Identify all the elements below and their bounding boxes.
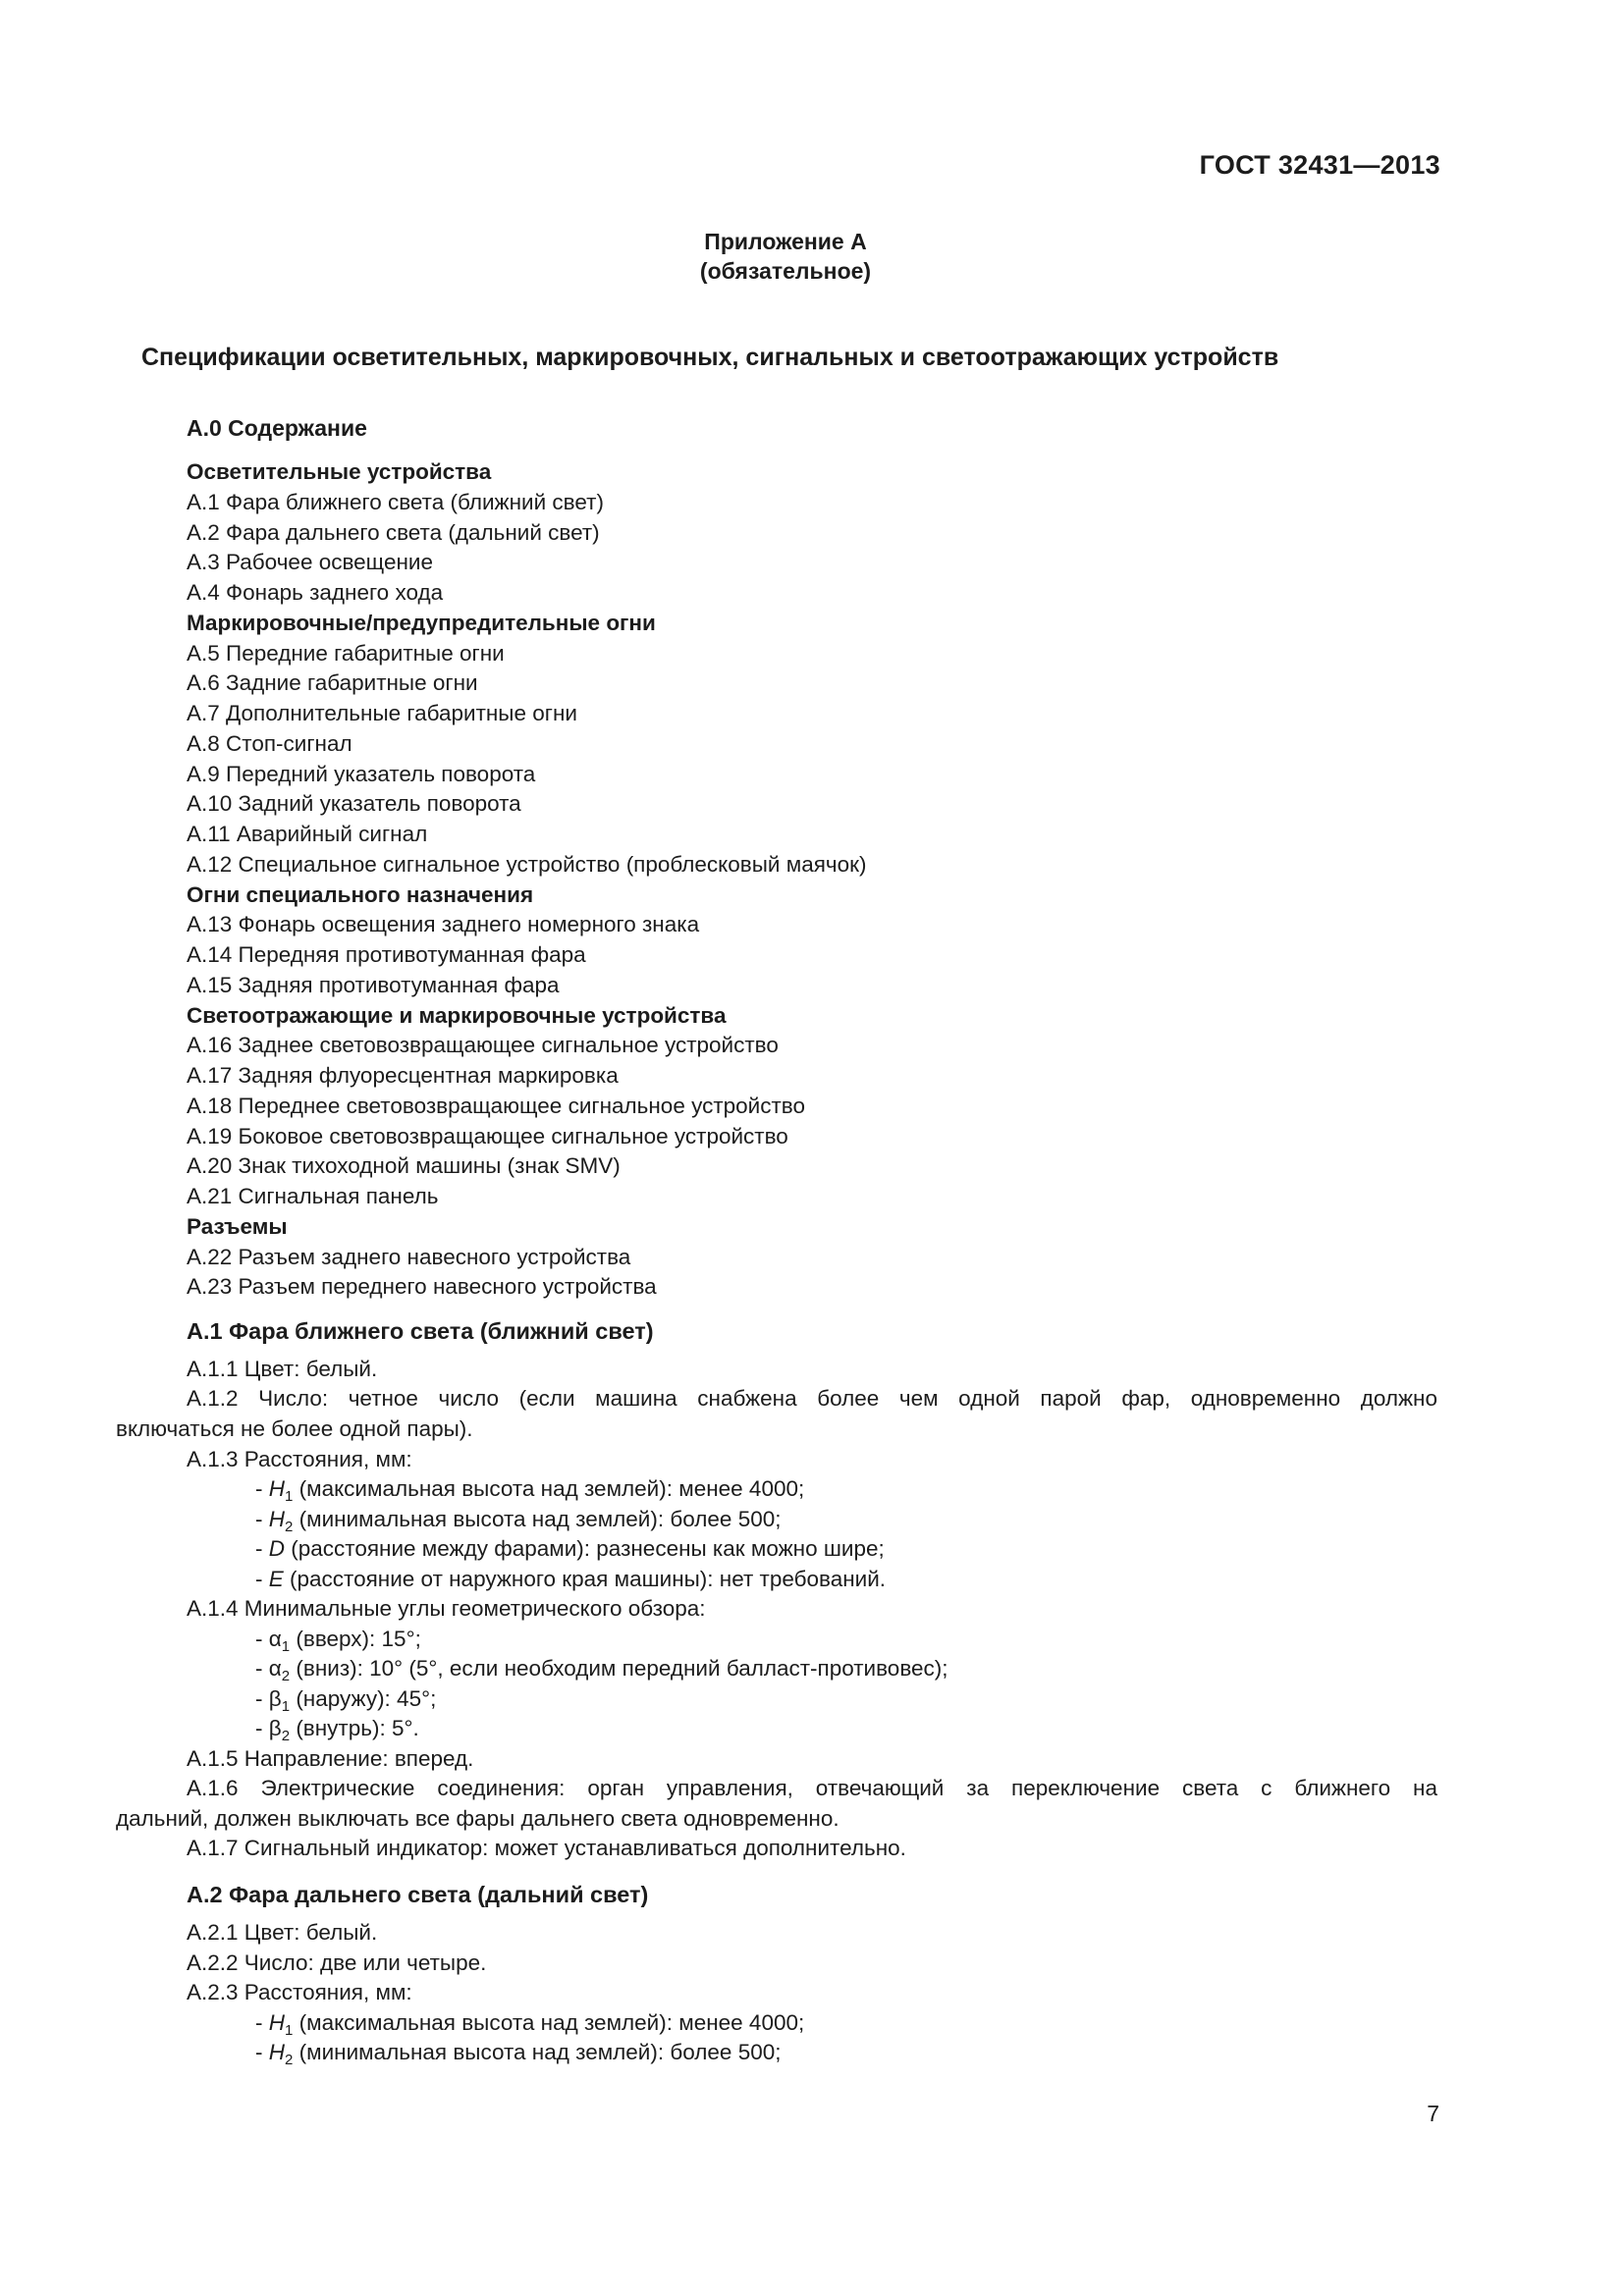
document-code: ГОСТ 32431—2013 <box>1199 150 1440 180</box>
toc-item: А.1 Фара ближнего света (ближний свет) <box>187 489 604 514</box>
toc-item: А.15 Задняя противотуманная фара <box>187 972 560 997</box>
section-heading-a2: А.2 Фара дальнего света (дальний свет) <box>187 1882 649 1907</box>
toc-item: А.21 Сигнальная панель <box>187 1184 439 1208</box>
toc-item: А.14 Передняя противотуманная фара <box>187 942 586 967</box>
paragraph-a2-1: А.2.1 Цвет: белый. <box>187 1920 378 1945</box>
toc-group-heading: Огни специального назначения <box>187 881 534 907</box>
toc-item: А.8 Стоп-сигнал <box>187 730 352 756</box>
paragraph-a1-6-cont: дальний, должен выключать все фары дальнего света одновременно. <box>116 1806 839 1831</box>
paragraph-a2-2: А.2.2 Число: две или четыре. <box>187 1950 487 1975</box>
section-heading-a1: А.1 Фара ближнего света (ближний свет) <box>187 1318 654 1344</box>
list-item-a2-h2: - $H_2$ (минимальная высота над землей): более 500; <box>255 2040 782 2068</box>
toc-item: А.3 Рабочее освещение <box>187 550 433 575</box>
list-item-h2: - $H_2$ (минимальная высота над землей): более 500; <box>255 1507 782 1535</box>
toc-item: А.13 Фонарь освещения заднего номерного знака <box>187 912 700 937</box>
toc-item: А.12 Специальное сигнальное устройство (проблесковый маячок) <box>187 851 867 877</box>
toc-group-heading: Светоотражающие и маркировочные устройства <box>187 1002 727 1028</box>
toc-item: А.20 Знак тихоходной машины (знак SMV) <box>187 1153 621 1179</box>
paragraph-a1-7: А.1.7 Сигнальный индикатор: может устанавливаться дополнительно. <box>187 1836 906 1860</box>
paragraph-a1-1: А.1.1 Цвет: белый. <box>187 1357 378 1381</box>
toc-item: А.2 Фара дальнего света (дальний свет) <box>187 519 600 545</box>
toc-item: А.19 Боковое световозвращающее сигнальное устройство <box>187 1123 788 1148</box>
paragraph-a1-6: А.1.6 Электрические соединения: орган управления, отвечающий за переключение света с ближнего на <box>187 1776 1437 1800</box>
paragraph-a1-3: А.1.3 Расстояния, мм: <box>187 1447 412 1471</box>
annex-main-title: Спецификации осветительных, маркировочных, сигнальных и светоотражающих устройств <box>141 344 1279 371</box>
list-item-a2-h1: - $H_1$ (максимальная высота над землей): менее 4000; <box>255 2010 805 2039</box>
toc-heading: А.0 Содержание <box>187 415 367 441</box>
toc-group-heading: Осветительные устройства <box>187 459 492 484</box>
annex-status: (обязательное) <box>699 258 872 284</box>
table-of-contents <box>187 416 1463 1303</box>
list-item-alpha2: - $\alpha_2$ (вниз): 10° (5°, если необходим передний балласт-противовес); <box>255 1656 948 1684</box>
toc-group-heading: Разъемы <box>187 1213 288 1239</box>
toc-item: А.5 Передние габаритные огни <box>187 640 505 666</box>
list-item-beta1: - $\beta_1$ (наружу): 45°; <box>255 1686 437 1715</box>
toc-item: А.18 Переднее световозвращающее сигнальное устройство <box>187 1093 805 1118</box>
toc-item: А.22 Разъем заднего навесного устройства <box>187 1244 631 1269</box>
toc-group-heading: Маркировочные/предупредительные огни <box>187 610 656 635</box>
toc-item: А.17 Задняя флуоресцентная маркировка <box>187 1063 619 1088</box>
toc-item: А.16 Заднее световозвращающее сигнальное устройство <box>187 1033 779 1058</box>
annex-title: Приложение А <box>704 229 867 254</box>
list-item-h1: - $H_1$ (максимальная высота над землей): менее 4000; <box>255 1476 805 1505</box>
paragraph-a1-2: А.1.2 Число: четное число (если машина снабжена более чем одной парой фар, одновременно должно <box>187 1386 1437 1411</box>
page-number: 7 <box>1427 2101 1439 2126</box>
toc-item: А.9 Передний указатель поворота <box>187 761 536 786</box>
toc-list <box>187 457 1463 1303</box>
toc-item: А.23 Разъем переднего навесного устройства <box>187 1274 657 1300</box>
paragraph-a1-2-cont: включаться не более одной пары). <box>116 1416 473 1441</box>
toc-item: А.7 Дополнительные габаритные огни <box>187 701 577 725</box>
list-item-alpha1: - $\alpha_1$ (вверх): 15°; <box>255 1627 421 1655</box>
toc-item: А.10 Задний указатель поворота <box>187 791 521 817</box>
toc-item: А.4 Фонарь заднего хода <box>187 580 444 605</box>
paragraph-a1-4: А.1.4 Минимальные углы геометрического обзора: <box>187 1596 706 1621</box>
list-item-beta2: - $\beta_2$ (внутрь): 5°. <box>255 1716 419 1744</box>
list-item-e: - E (расстояние от наружного края машины): нет требований. <box>255 1567 887 1591</box>
paragraph-a2-3: А.2.3 Расстояния, мм: <box>187 1980 412 2004</box>
toc-item: А.6 Задние габаритные огни <box>187 670 478 696</box>
paragraph-a1-5: А.1.5 Направление: вперед. <box>187 1746 474 1771</box>
list-item-d: - D (расстояние между фарами): разнесены как можно шире; <box>255 1536 885 1561</box>
toc-item: А.11 Аварийный сигнал <box>187 822 428 846</box>
